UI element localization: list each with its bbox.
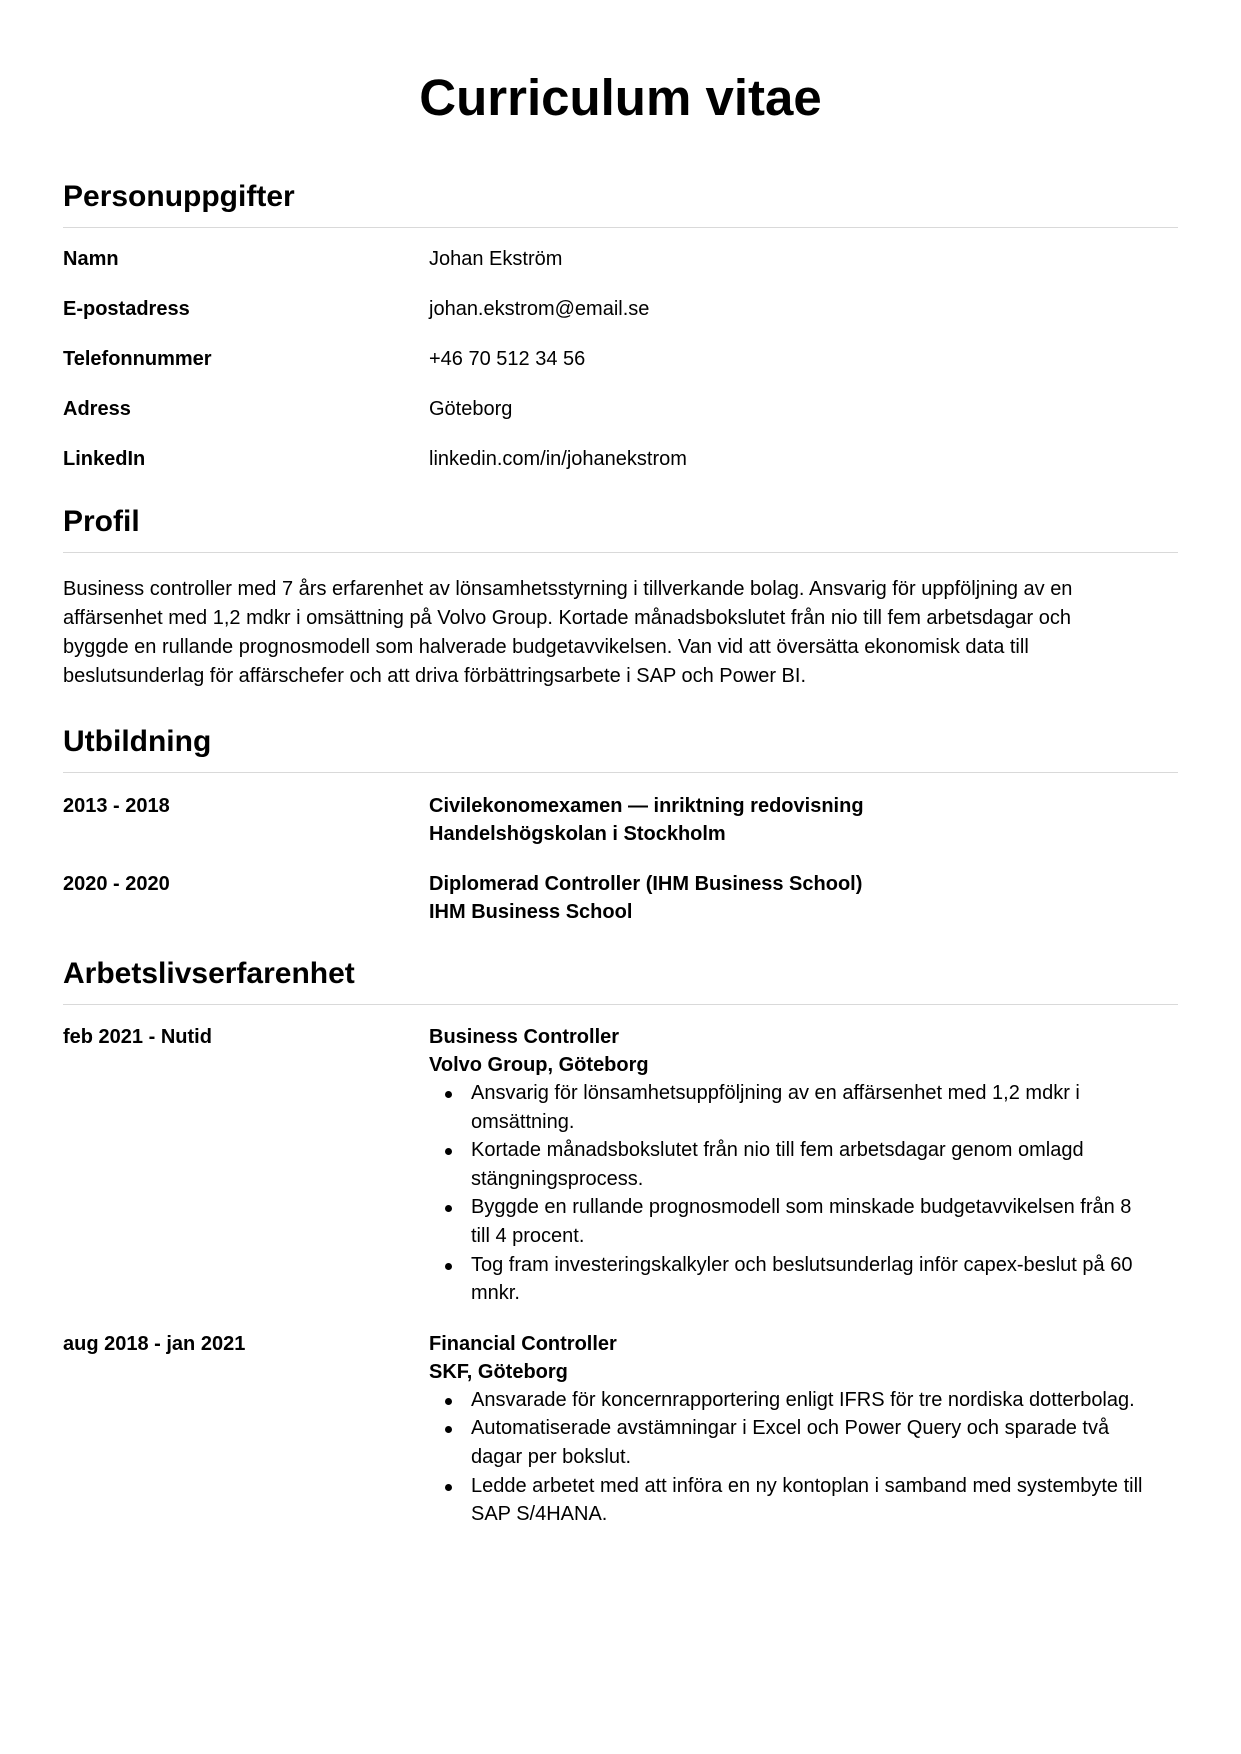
experience-details [429, 1023, 1178, 1308]
bullet-line: Automatiserade avstämningar i Excel och Power Query och sparade två [471, 1417, 1110, 1440]
linkedin-label: LinkedIn [63, 448, 146, 470]
bullet-line: Ansvarig för lönsamhetsuppföljning av en affärsenhet med 1,2 mdkr i [471, 1082, 1080, 1104]
education-heading: Utbildning [63, 725, 212, 758]
experience-bullets [429, 1386, 1178, 1529]
experience-item [63, 1023, 1178, 1308]
experience-role: Business Controller [429, 1026, 620, 1048]
education-period: 2013 - 2018 [63, 795, 170, 817]
bullet-line: stängningsprocess. [471, 1167, 644, 1190]
bullet-icon [445, 1426, 452, 1433]
bullet-item [429, 1414, 1178, 1471]
bullet-item [429, 1193, 1178, 1250]
bullet-icon [445, 1398, 452, 1405]
bullet-line: dagar per bokslut. [471, 1445, 632, 1468]
name-label: Namn [63, 248, 119, 270]
experience-company: Volvo Group, Göteborg [429, 1054, 649, 1076]
section-divider [63, 772, 1178, 773]
name-value: Johan Ekström [429, 248, 563, 270]
education-degree: Diplomerad Controller (IHM Business School) [429, 873, 863, 895]
experience-details [429, 1330, 1178, 1529]
bullet-line: Kortade månadsbokslutet från nio till fem arbetsdagar genom omlagd [471, 1139, 1084, 1162]
email-value: johan.ekstrom@email.se [429, 298, 650, 320]
section-divider [63, 552, 1178, 553]
personal-section [63, 179, 1178, 473]
experience-heading: Arbetslivserfarenhet [63, 957, 355, 990]
personal-row-linkedin [63, 445, 1178, 473]
bullet-item [429, 1472, 1178, 1529]
education-item [63, 870, 1178, 926]
personal-row-email [63, 295, 1178, 323]
bullet-line: SAP S/4HANA. [471, 1503, 608, 1526]
education-section [63, 724, 1178, 926]
experience-bullets [429, 1079, 1178, 1308]
document-title: Curriculum vitae [419, 69, 822, 126]
bullet-icon [445, 1148, 452, 1155]
education-item [63, 792, 1178, 848]
bullet-line: Ledde arbetet med att införa en ny kontoplan i samband med systembyte till [471, 1474, 1143, 1497]
profile-text [63, 575, 1178, 691]
personal-row-name [63, 245, 1178, 273]
bullet-icon [445, 1484, 452, 1491]
bullet-item [429, 1079, 1178, 1136]
profile-line: beslutsunderlag för affärschefer och att driva förbättringsarbete i SAP och Power BI. [63, 665, 806, 687]
address-value: Göteborg [429, 398, 513, 420]
bullet-item [429, 1251, 1178, 1308]
education-details [429, 792, 1178, 848]
personal-rows [63, 245, 1178, 473]
profile-section [63, 504, 1178, 691]
experience-company: SKF, Göteborg [429, 1360, 568, 1383]
bullet-icon [445, 1263, 452, 1270]
personal-row-phone [63, 345, 1178, 373]
personal-row-address [63, 395, 1178, 423]
linkedin-value: linkedin.com/in/johanekstrom [429, 448, 687, 470]
section-divider [63, 227, 1178, 228]
profile-line: Business controller med 7 års erfarenhet av lönsamhetsstyrning i tillverkande bolag. Ansvarig för uppföljning av en [63, 578, 1073, 600]
bullet-item [429, 1136, 1178, 1193]
experience-item [63, 1330, 1178, 1529]
education-list [63, 792, 1178, 926]
bullet-line: till 4 procent. [471, 1224, 585, 1247]
education-degree: Civilekonomexamen — inriktning redovisning [429, 795, 864, 817]
personal-heading: Personuppgifter [63, 180, 295, 213]
experience-role: Financial Controller [429, 1332, 617, 1355]
bullet-icon [445, 1205, 452, 1212]
bullet-line: omsättning. [471, 1110, 575, 1133]
profile-line: byggde en rullande prognosmodell som halverade budgetavvikelsen. Van vid att översätta ekonomisk data till [63, 636, 1029, 658]
bullet-line: Ansvarade för koncernrapportering enligt IFRS för tre nordiska dotterbolag. [471, 1388, 1135, 1411]
profile-line: affärsenhet med 1,2 mdkr i omsättning på Volvo Group. Kortade månadsbokslutet från nio till fem arbetsdagar och [63, 607, 1071, 629]
email-label: E-postadress [63, 298, 190, 320]
bullet-item [429, 1386, 1178, 1415]
bullet-icon [445, 1091, 452, 1098]
bullet-line: Byggde en rullande prognosmodell som minskade budgetavvikelsen från 8 [471, 1196, 1132, 1219]
phone-value: +46 70 512 34 56 [429, 348, 586, 370]
education-details [429, 870, 1178, 926]
bullet-line: mnkr. [471, 1282, 520, 1305]
experience-period: feb 2021 - Nutid [63, 1026, 212, 1048]
bullet-line: Tog fram investeringskalkyler och beslutsunderlag inför capex-beslut på 60 [471, 1253, 1133, 1276]
phone-label: Telefonnummer [63, 348, 212, 370]
experience-section [63, 956, 1178, 1529]
education-school: IHM Business School [429, 901, 633, 923]
education-period: 2020 - 2020 [63, 873, 170, 895]
experience-list [63, 1023, 1178, 1529]
section-divider [63, 1004, 1178, 1005]
address-label: Adress [63, 398, 131, 420]
education-school: Handelshögskolan i Stockholm [429, 823, 726, 845]
profile-heading: Profil [63, 505, 140, 538]
experience-period: aug 2018 - jan 2021 [63, 1332, 246, 1355]
